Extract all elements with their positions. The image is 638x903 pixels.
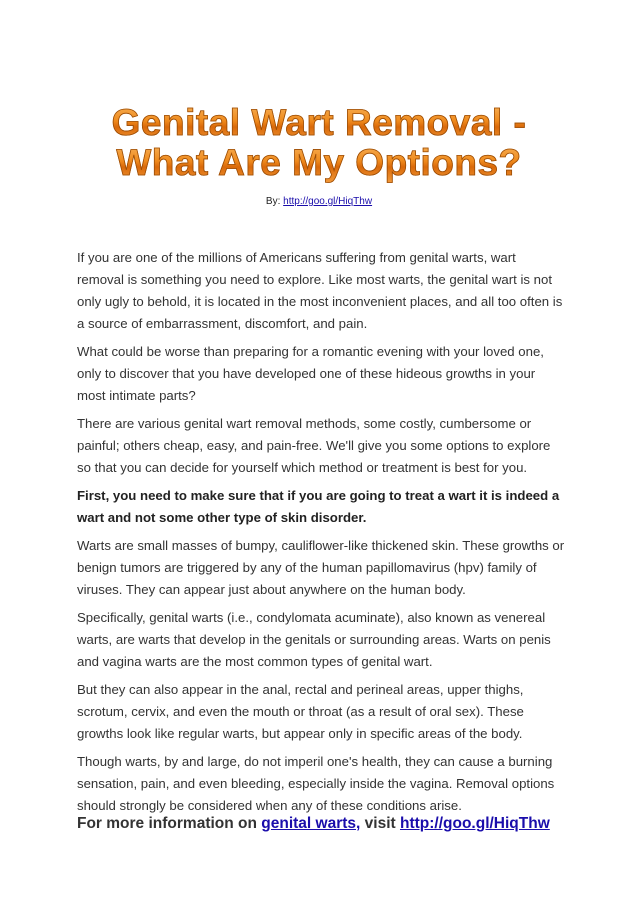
article-body [77,247,565,823]
paragraph: What could be worse than preparing for a romantic evening with your loved one, only to discover that you have developed one of these hideous growths in your most intimate parts? [77,344,544,403]
byline-label: By: [265,196,284,207]
footer-prefix: For more information on [77,815,262,832]
paragraph: Specifically, genital warts (i.e., condylomata acuminate), also known as venereal warts, are warts that develop in the genitals or surrounding areas. Warts on penis and vagina warts are the most common types of genital wart. [77,610,551,669]
paragraph: Though warts, by and large, do not imperil one's health, they can cause a burning sensation, pain, and even bleeding, especially inside the vagina. Removal options should strongly be considered when any of these conditions arise. [77,754,555,813]
paragraph: There are various genital wart removal methods, some costly, cumbersome or painful; others cheap, easy, and pain-free. We'll give you some options to explore so that you can decide for yourself which method or treatment is best for you. [77,416,551,475]
byline-link[interactable]: http://goo.gl/HiqThw [283,196,373,207]
byline [0,196,638,207]
footer-url-link[interactable]: http://goo.gl/HiqThw [399,815,550,832]
paragraph: But they can also appear in the anal, rectal and perineal areas, upper thighs, scrotum, cervix, and even the mouth or throat (as a result of oral sex). These growths look like regular warts, but appear only in specific areas of the body. [77,682,524,741]
title-line-2: What Are My Options? [0,143,638,183]
document-title [0,103,638,183]
paragraph: If you are one of the millions of Americans suffering from genital warts, wart removal is something you need to explore. Like most warts, the genital wart is not only ugly to behold, it is located in the most inconvenient places, and all too often is a source of embarrassment, discomfort, and pain. [77,250,563,331]
paragraph: Warts are small masses of bumpy, cauliflower-like thickened skin. These growths or benign tumors are triggered by any of the human papillomavirus (hpv) family of viruses. They can appear just about anywhere on the human body. [77,538,565,597]
footer-cta [77,815,550,833]
paragraph-bold: First, you need to make sure that if you are going to treat a wart it is indeed a wart and not some other type of skin disorder. [77,488,560,525]
genital-warts-link[interactable]: genital warts, [261,815,361,832]
title-line-1: Genital Wart Removal - [0,103,638,143]
footer-middle: visit [360,815,400,832]
